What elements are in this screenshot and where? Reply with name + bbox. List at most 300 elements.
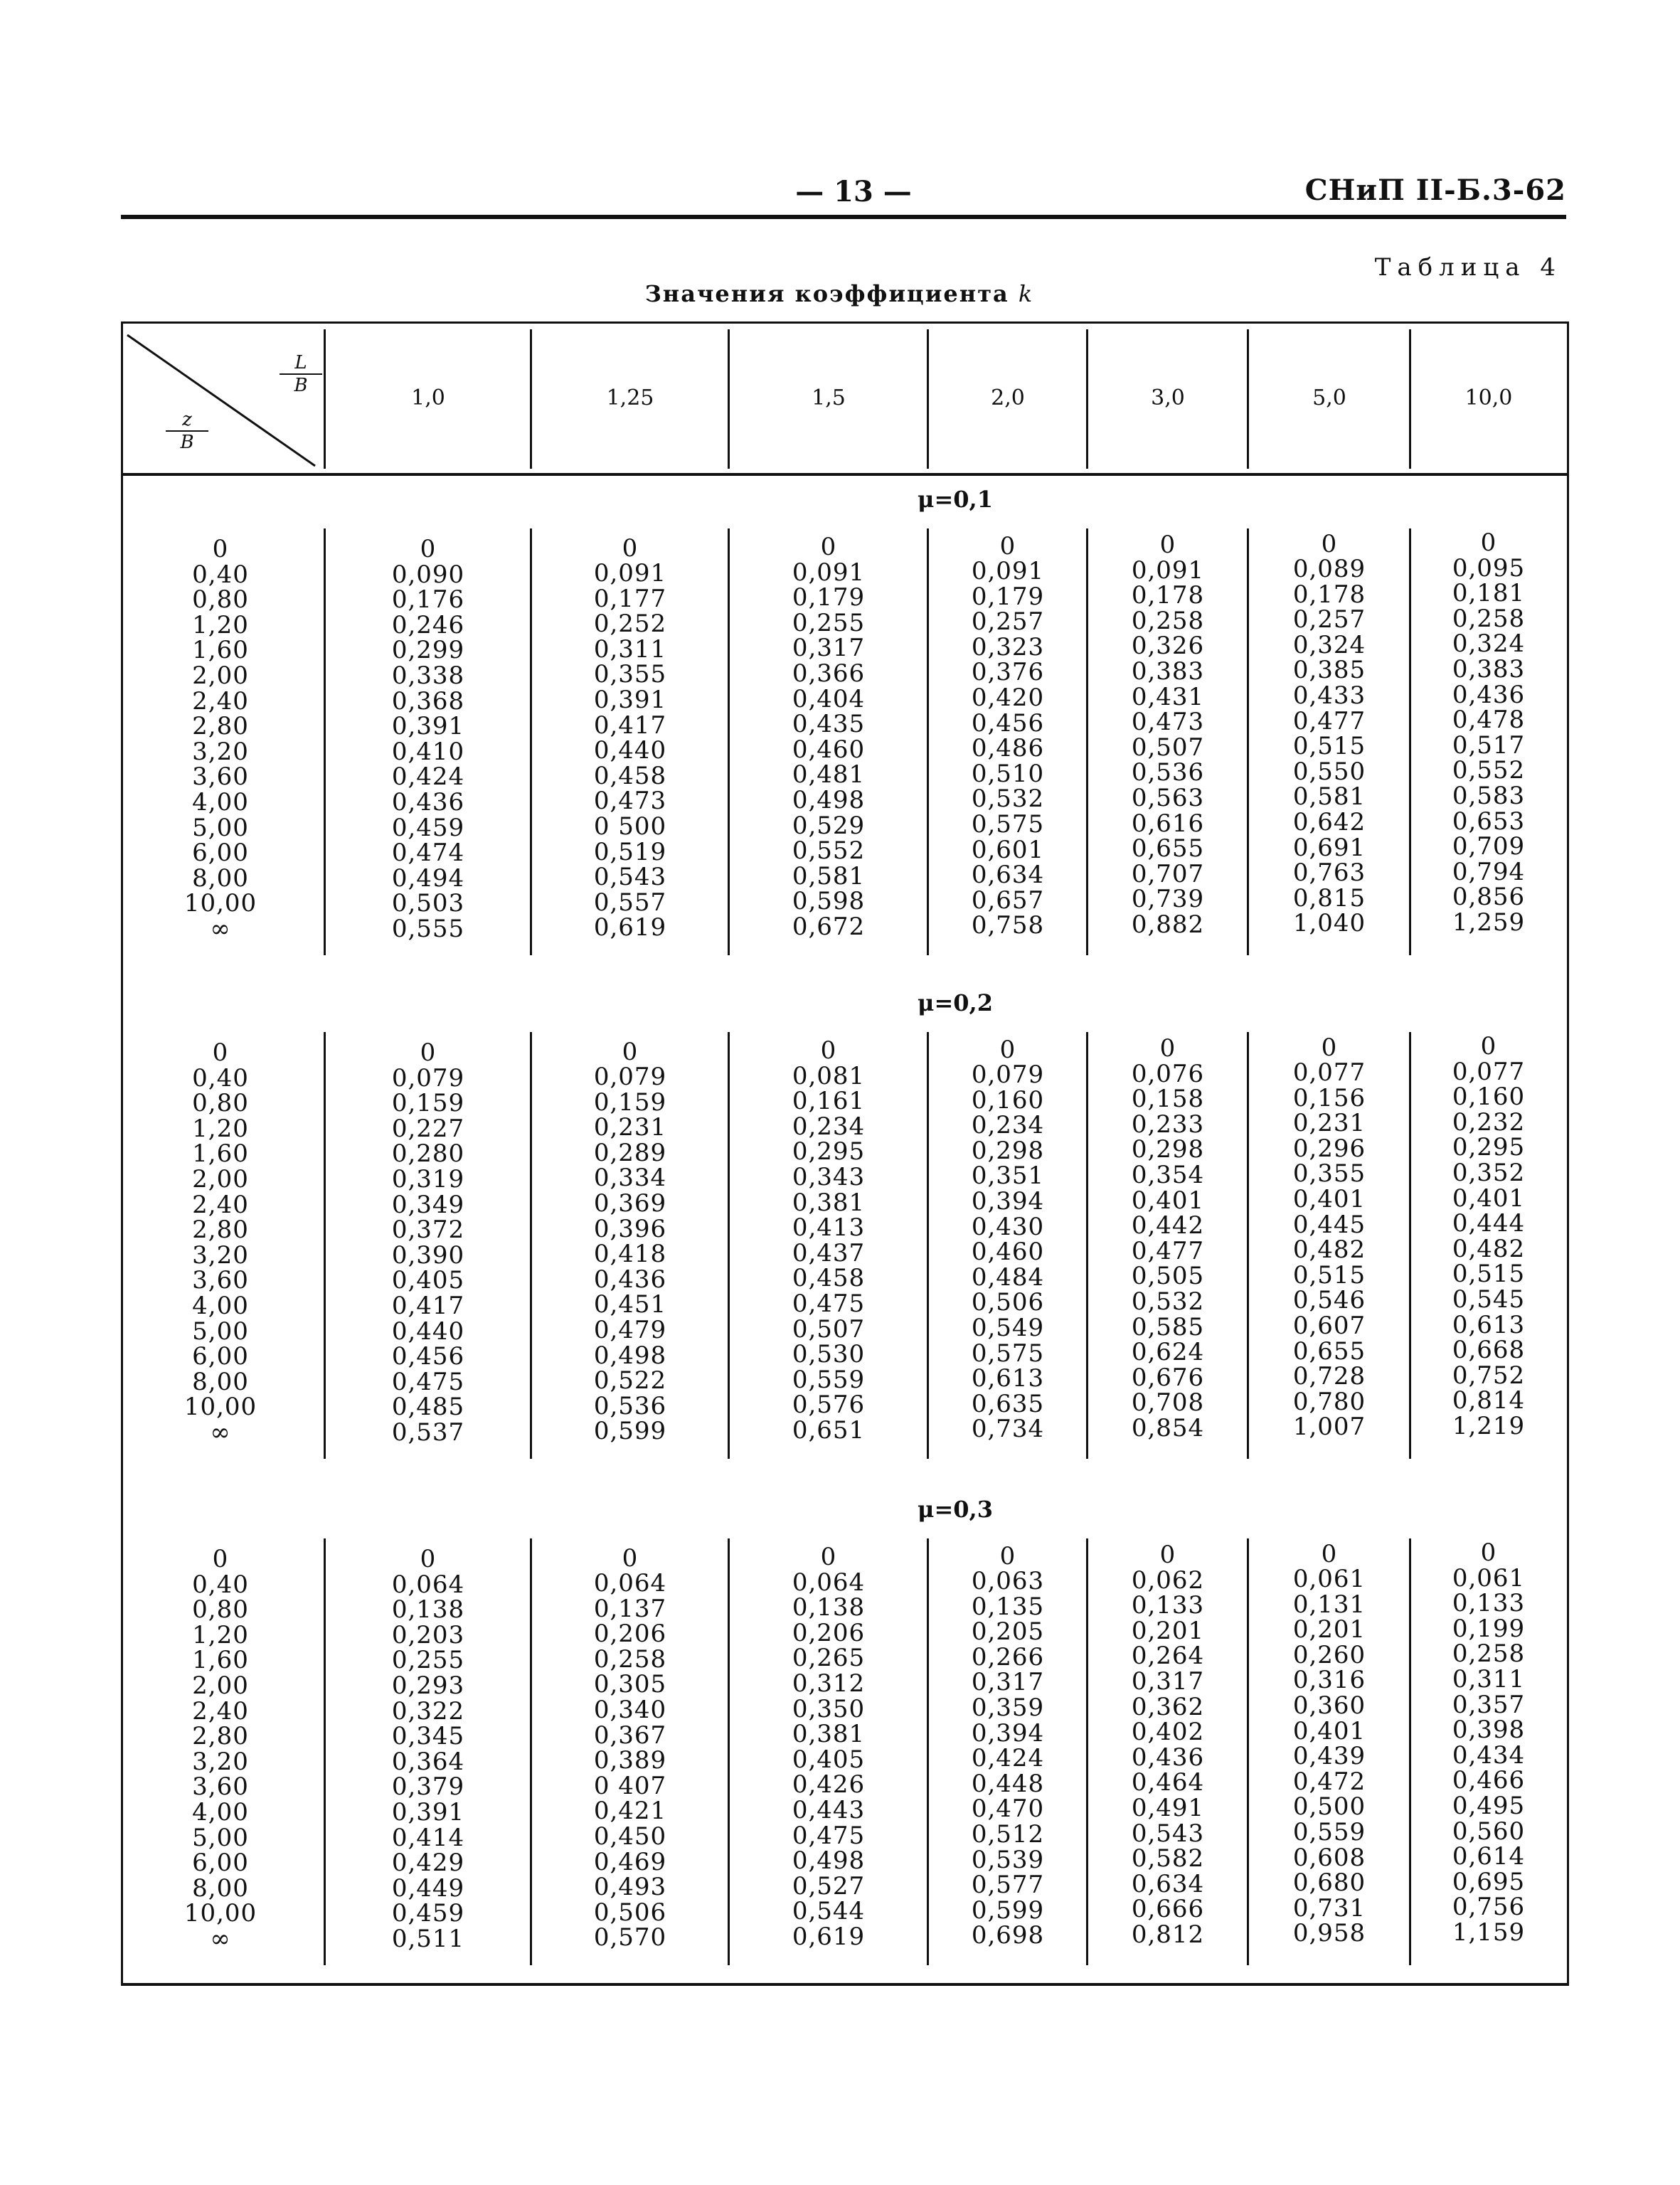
column-rule [1247,528,1249,955]
table-cell: 0,436 [1131,1743,1205,1772]
table-cell: 0,536 [1131,758,1205,787]
table-cell: 0,076 [1131,1059,1205,1088]
header-column-rule [1409,329,1411,469]
table-cell: 0,614 [1452,1842,1526,1871]
row-label-column [123,1547,318,1952]
table-cell: 1,259 [1452,908,1526,937]
row-label: 0,80 [192,1089,249,1118]
page-number: — 13 — [795,175,912,208]
table-cell: 0,158 [1131,1085,1205,1114]
table-cell: 0,433 [1292,681,1366,711]
table-cell: 0,258 [1452,1639,1526,1669]
table-cell: 0,756 [1452,1893,1526,1922]
header-column-rule [1247,329,1249,469]
table-cell: 0,563 [1131,783,1205,812]
table-cell: 0,666 [1131,1895,1205,1924]
row-label: 0 [212,535,229,563]
table-cell: 0 [1321,529,1338,558]
table-cell: 0 [622,533,639,563]
table-cell: 0 [999,1541,1016,1570]
column-rule [1086,528,1088,955]
table-cell: 0,493 [593,1873,667,1902]
table-cell: 0,575 [971,810,1045,839]
table-cell: 0,668 [1452,1336,1526,1365]
table-cell: 0,252 [593,610,667,639]
row-label: 10,00 [184,1393,257,1422]
table-cell: 0,426 [792,1770,866,1799]
table-cell: 0,529 [792,811,866,840]
row-label: 2,80 [192,712,249,741]
row-label: 3,60 [192,762,249,792]
table-cell: 0,160 [1452,1083,1526,1112]
table-cell: 0 500 [593,812,667,841]
table-cell: 0,495 [1452,1791,1526,1820]
table-cell: 0,079 [593,1063,667,1092]
table-cell: 0,506 [971,1288,1045,1317]
table-cell: 0,478 [1452,706,1526,735]
table-cell: 0,494 [391,863,465,893]
row-label: 0,40 [192,1063,249,1092]
table-cell: 0,064 [593,1569,667,1598]
table-cell: 0,312 [792,1669,866,1698]
table-cell: 0,177 [593,584,667,613]
table-cell: 0,440 [593,736,667,765]
table-cell: 0,357 [1452,1690,1526,1719]
row-label: 8,00 [192,863,249,893]
row-label: 2,80 [192,1216,249,1245]
table-cell: 0,635 [971,1389,1045,1418]
row-label: 6,00 [192,1849,249,1878]
table-cell: 0 [1480,528,1497,557]
table-cell: 0,355 [1292,1159,1366,1189]
table-cell: 0,482 [1292,1235,1366,1265]
row-label: 8,00 [192,1367,249,1396]
table-cell: 0,181 [1452,579,1526,608]
table-cell: 0,651 [792,1415,866,1445]
table-cell: 0,437 [792,1238,866,1267]
table-cell: 0,552 [1452,756,1526,785]
table-cell: 0,061 [1452,1563,1526,1593]
table-cell: 0,439 [1292,1742,1366,1771]
table-cell: 0,583 [1452,781,1526,810]
table-cell: 0,549 [971,1314,1045,1343]
table-cell: 0,255 [792,608,866,637]
column-header: 1,5 [812,386,846,410]
table-cell: 0,203 [391,1620,465,1649]
section-mu-label: μ=0,1 [918,486,993,513]
row-label: 3,60 [192,1266,249,1295]
table-cell: 0,430 [971,1212,1045,1241]
table-cell: 0,466 [1452,1766,1526,1795]
table-cell: 0,958 [1292,1919,1366,1948]
table-cell: 0,460 [971,1238,1045,1267]
table-cell: 0,473 [593,787,667,816]
row-label: 3,20 [192,737,249,766]
table-cell: 0,401 [1131,1186,1205,1215]
table-cell: 0,138 [792,1593,866,1622]
row-label: 2,80 [192,1722,249,1751]
row-label: 0,80 [192,1595,249,1625]
table-cell: 0,657 [971,886,1045,915]
table-cell: 0,161 [792,1087,866,1116]
table-label: Таблица 4 [1374,253,1562,282]
table-cell: 0,317 [971,1668,1045,1697]
table-cell: 0,515 [1292,732,1366,761]
table-cell: 0,398 [1452,1716,1526,1745]
table-cell: 0,575 [971,1339,1045,1368]
table-cell: 0 [999,1035,1016,1064]
table-cell: 0,260 [1292,1640,1366,1669]
table-cell: 0,560 [1452,1817,1526,1846]
table-cell: 0,559 [1292,1818,1366,1847]
table-cell: 0,061 [1292,1565,1366,1594]
value-column [531,1037,729,1446]
table-cell: 0,199 [1452,1614,1526,1643]
table-cell: 0,507 [792,1314,866,1344]
table-cell: 0 [999,531,1016,560]
table-cell: 0,450 [593,1822,667,1851]
column-rule [1409,528,1411,955]
row-label: ∞ [210,914,231,943]
section-mu-label: μ=0,2 [918,989,993,1016]
table-cell: 0,472 [1292,1767,1366,1796]
table-cell: 0,444 [1452,1209,1526,1238]
value-column [1088,1543,1248,1948]
table-cell: 0,506 [593,1898,667,1927]
table-cell: 0,091 [792,558,866,587]
table-cell: 0,557 [593,888,667,917]
table-cell: 0 [820,1543,837,1571]
table-cell: 0,379 [391,1772,465,1802]
table-cell: 0,634 [1131,1869,1205,1898]
table-cell: 0 407 [593,1771,667,1800]
table-cell: 0,231 [1292,1109,1366,1138]
table-cell: 0,734 [971,1415,1045,1444]
table-cell: 0,372 [391,1216,465,1245]
table-cell: 0,405 [391,1266,465,1295]
table-cell: 0 [622,1037,639,1066]
table-cell: 0,550 [1292,757,1366,786]
document-code: СНиП II-Б.3-62 [1304,174,1566,207]
table-cell: 0,445 [1292,1210,1366,1239]
table-cell: 0 [1321,1033,1338,1062]
table-cell: 0 [420,1038,437,1067]
row-label: 1,60 [192,1139,249,1169]
table-cell: 0,599 [971,1896,1045,1925]
table-cell: 0,354 [1131,1160,1205,1189]
table-cell: 0,482 [1452,1234,1526,1263]
table-cell: 0,676 [1131,1363,1205,1392]
table-cell: 0,545 [1452,1285,1526,1314]
table-cell: 0,324 [1452,629,1526,659]
table-cell: 0,691 [1292,833,1366,862]
row-label: 0,40 [192,560,249,589]
table-cell: 0,655 [1292,1336,1366,1366]
table-cell: 0,298 [971,1136,1045,1165]
table-cell: 0,420 [971,684,1045,713]
table-cell: 0,436 [593,1265,667,1294]
table-cell: 0,381 [792,1188,866,1217]
column-rule [1247,1032,1249,1459]
table-cell: 0,498 [593,1341,667,1370]
table-cell: 0,077 [1452,1057,1526,1086]
table-cell: 0,364 [391,1747,465,1776]
table-cell: 0,854 [1131,1413,1205,1442]
value-column [1248,529,1410,938]
table-cell: 0,385 [1292,656,1366,685]
table-cell: 0,090 [391,560,465,589]
table-cell: 0,383 [1131,656,1205,686]
table-cell: 0,367 [593,1721,667,1750]
column-header: 1,25 [606,386,654,410]
column-header: 2,0 [991,386,1025,410]
value-column [729,1545,928,1950]
table-cell: 1,040 [1292,909,1366,938]
table-cell: 0,424 [391,762,465,792]
row-label: 4,00 [192,1291,249,1320]
column-rule [324,1032,326,1459]
table-cell: 0,081 [792,1061,866,1090]
table-cell: 0,205 [971,1617,1045,1647]
table-cell: 0,414 [391,1823,465,1852]
table-cell: 0,481 [792,760,866,790]
table-cell: 0,391 [391,1797,465,1827]
table-cell: 0,522 [593,1366,667,1395]
table-cell: 0,064 [792,1568,866,1597]
table-cell: 0,064 [391,1570,465,1599]
corner-zB-num: z [166,409,208,432]
table-cell: 0,063 [971,1567,1045,1596]
table-cell: 0,477 [1131,1236,1205,1265]
column-header: 10,0 [1464,386,1513,410]
table-cell: 0,319 [391,1164,465,1193]
table-cell: 0,394 [971,1187,1045,1216]
table-cell: 0,299 [391,636,465,665]
table-cell: 0,368 [391,686,465,716]
table-cell: 0,599 [593,1417,667,1446]
value-column [1088,533,1248,938]
table-cell: 0,442 [1131,1211,1205,1240]
corner-zB-den: B [180,432,194,453]
table-cell: 0,091 [593,559,667,588]
value-column [531,533,729,942]
table-cell: 0,484 [971,1262,1045,1292]
table-cell: 0,512 [971,1820,1045,1849]
header-column-rule [927,329,929,469]
row-label: 4,00 [192,787,249,817]
table-cell: 0,391 [593,686,667,715]
row-label-column [123,537,318,942]
table-cell: 0,758 [971,911,1045,940]
table-cell: 0,234 [971,1111,1045,1140]
table-cell: 0,089 [1292,555,1366,584]
row-label: 6,00 [192,1342,249,1371]
table-cell: 0,359 [971,1694,1045,1723]
table-cell: 0,577 [971,1871,1045,1900]
column-rule [927,1538,929,1965]
column-rule [728,1032,730,1459]
table-cell: 0,440 [391,1317,465,1346]
header-column-rule [1086,329,1088,469]
table-cell: 0,316 [1292,1666,1366,1695]
table-cell: 0,366 [792,659,866,688]
row-label: 1,20 [192,1114,249,1143]
table-cell: 0,451 [593,1290,667,1319]
table-cell: 0,511 [391,1924,465,1953]
table-cell: 0,458 [593,761,667,790]
row-label: 10,00 [184,889,257,918]
table-cell: 0,417 [593,711,667,740]
row-label: 0,80 [192,585,249,615]
table-cell: 0 [820,533,837,561]
table-cell: 0,519 [593,837,667,866]
table-cell: 0,231 [593,1113,667,1142]
table-cell: 0,201 [1292,1615,1366,1644]
row-label: 3,60 [192,1772,249,1802]
table-cell: 0,500 [1292,1792,1366,1822]
table-cell: 0,234 [792,1112,866,1141]
table-cell: 0,477 [1292,706,1366,735]
table-cell: 0,322 [391,1696,465,1726]
table-cell: 0,655 [1131,834,1205,863]
table-cell: 0,470 [971,1795,1045,1824]
table-cell: 0,570 [593,1923,667,1952]
table-cell: 0,763 [1292,858,1366,888]
table-cell: 0,206 [593,1620,667,1649]
table-cell: 0,265 [792,1644,866,1673]
table-cell: 1,007 [1292,1413,1366,1442]
table-cell: 0,095 [1452,553,1526,583]
table-cell: 0,613 [1452,1310,1526,1339]
table-cell: 0,159 [593,1088,667,1117]
table-cell: 0,401 [1292,1716,1366,1745]
column-rule [530,1538,532,1965]
table-cell: 0,401 [1292,1185,1366,1214]
table-cell: 0,405 [792,1745,866,1774]
table-cell: 0,739 [1131,885,1205,914]
table-cell: 0,350 [792,1694,866,1723]
value-column [928,1541,1088,1950]
table-cell: 0,498 [792,1846,866,1876]
table-cell: 0,317 [1131,1666,1205,1696]
value-column [325,1038,531,1447]
table-cell: 0,555 [391,914,465,943]
table-cell: 0,780 [1292,1387,1366,1416]
table-cell: 0,077 [1292,1058,1366,1088]
table-cell: 0,091 [1131,555,1205,585]
table-cell: 0,156 [1292,1083,1366,1112]
corner-ratio-zB [166,409,208,453]
table-cell: 0,582 [1131,1844,1205,1873]
table-cell: 0,536 [593,1391,667,1420]
table-title [640,280,1038,307]
row-label: 2,40 [192,1696,249,1726]
value-column [729,1038,928,1444]
table-cell: 0,079 [391,1063,465,1092]
table-cell: 0,417 [391,1291,465,1320]
column-header: 5,0 [1312,386,1346,410]
table-cell: 0,362 [1131,1692,1205,1721]
table-cell: 0,381 [792,1720,866,1749]
table-cell: 0,530 [792,1340,866,1369]
row-label: 8,00 [192,1873,249,1903]
table-cell: 0,326 [1131,632,1205,661]
table-cell: 0,160 [971,1085,1045,1115]
column-rule [1086,1538,1088,1965]
table-cell: 0,515 [1292,1260,1366,1290]
value-column [1410,1538,1567,1947]
table-cell: 0,510 [971,759,1045,788]
table-cell: 0,456 [971,708,1045,738]
table-cell: 0,323 [971,632,1045,661]
table-cell: 0,448 [971,1769,1045,1798]
table-cell: 0,581 [792,861,866,891]
table-header [123,324,1567,476]
table-cell: 0,266 [971,1642,1045,1671]
table-cell: 0,429 [391,1849,465,1878]
table-cell: 0 [1480,1032,1497,1060]
table-cell: 0,062 [1131,1565,1205,1595]
table-cell: 0,178 [1131,581,1205,610]
column-header: 1,0 [411,386,445,410]
table-cell: 0,091 [971,557,1045,586]
table-cell: 0,133 [1131,1591,1205,1620]
table-cell: 0 [420,535,437,563]
table-cell: 0,707 [1131,859,1205,888]
table-cell: 0,280 [391,1139,465,1169]
value-column [928,1035,1088,1444]
value-column [928,531,1088,940]
table-cell: 0,559 [792,1365,866,1394]
row-label: ∞ [210,1418,231,1447]
table-cell: 0,619 [593,913,667,942]
row-label: 6,00 [192,839,249,868]
table-cell: 0,424 [971,1744,1045,1773]
table-cell: 0,436 [391,787,465,817]
value-column [1248,1033,1410,1442]
table-cell: 0,434 [1452,1740,1526,1770]
table-cell: 0,233 [1131,1110,1205,1139]
table-cell: 0,624 [1131,1338,1205,1367]
table-cell: 0,138 [391,1595,465,1625]
table-cell: 0,458 [792,1264,866,1293]
row-label: 0 [212,1545,229,1573]
column-header: 3,0 [1151,386,1185,410]
table-title-text: Значения коэффициента [644,280,1009,307]
table-cell: 0,486 [971,734,1045,763]
header-column-rule [728,329,730,469]
table-cell: 0,338 [391,661,465,690]
table-cell: 0 [1321,1539,1338,1568]
column-rule [530,528,532,955]
row-label: 4,00 [192,1797,249,1827]
table-title-symbol: k [1018,280,1034,307]
corner-diagonal [123,324,325,473]
row-label: 0 [212,1038,229,1067]
header-column-rule [530,329,532,469]
table-cell: 0,133 [1452,1589,1526,1618]
row-label: 2,00 [192,1671,249,1700]
corner-cell [123,324,325,473]
table-cell: 0,443 [792,1795,866,1824]
table-cell: 0,410 [391,737,465,766]
table-cell: 0,369 [593,1189,667,1218]
table-cell: 0,515 [1452,1260,1526,1289]
row-label: 5,00 [192,1317,249,1346]
table-cell: 0,459 [391,813,465,842]
table-cell: 0,351 [971,1161,1045,1191]
table-cell: 0,349 [391,1190,465,1219]
